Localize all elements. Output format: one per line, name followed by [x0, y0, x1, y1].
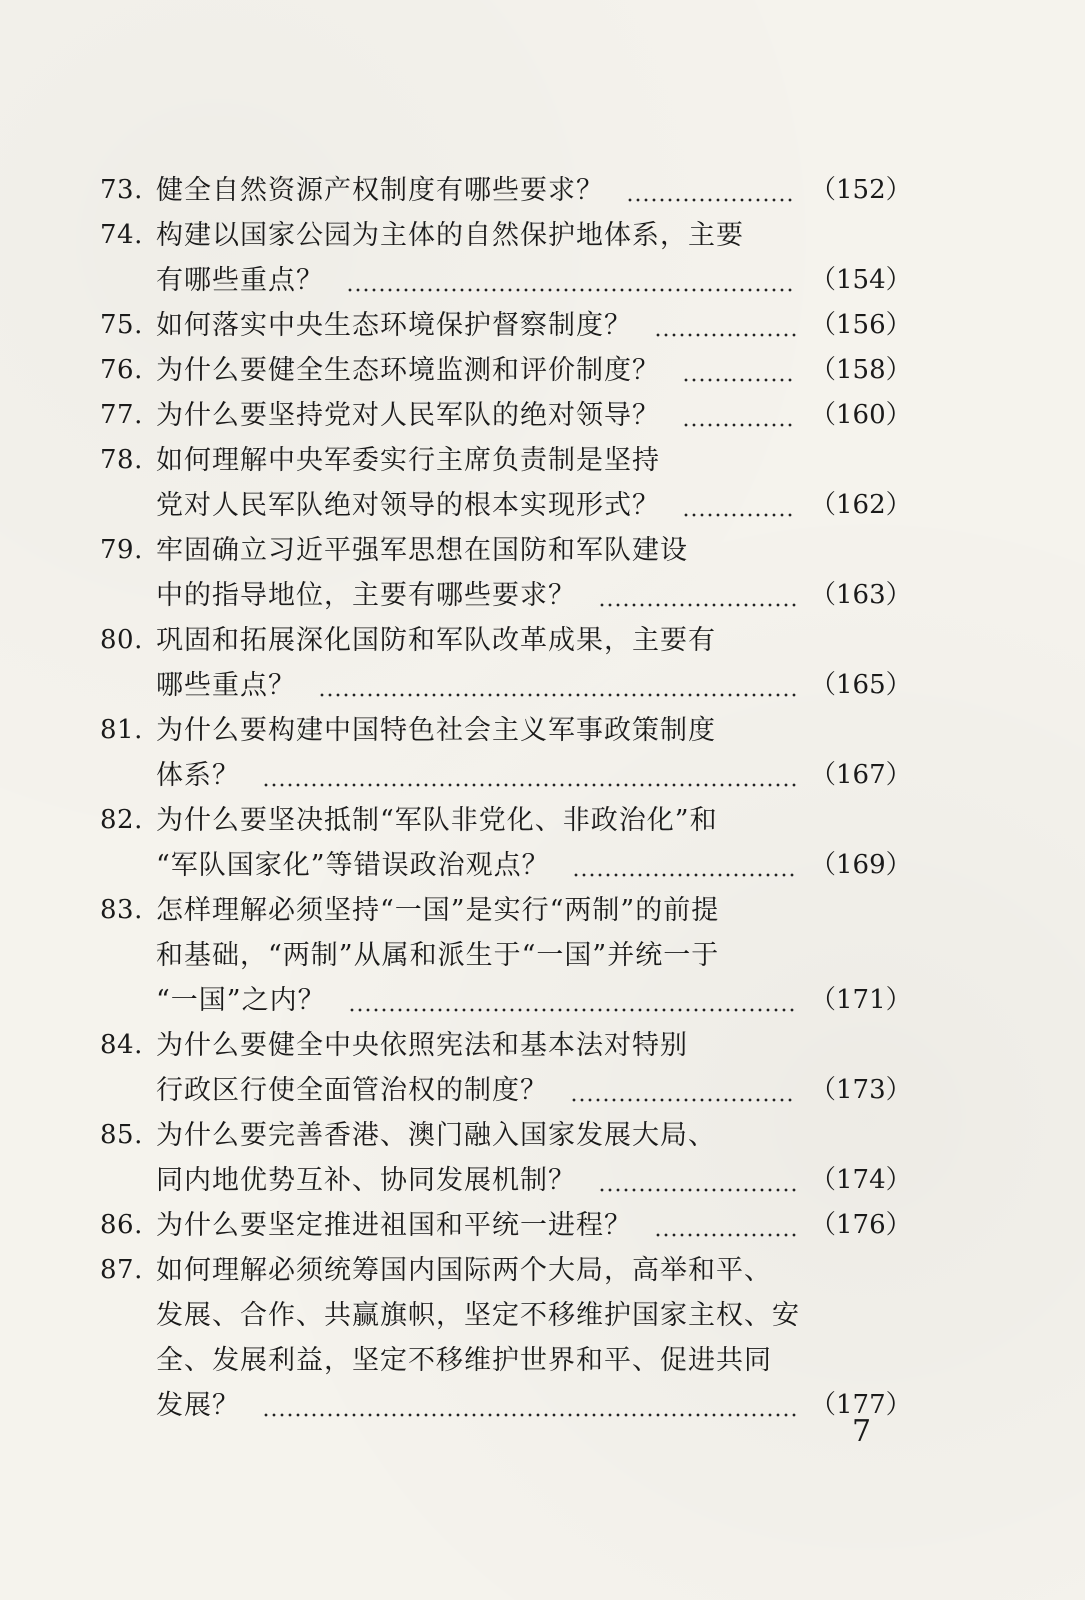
toc-entry [100, 618, 912, 708]
entry-title-line: 为什么要健全生态环境监测和评价制度？ [156, 355, 660, 386]
entry-title-line: 哪些重点？ [156, 670, 296, 701]
dot-leader [654, 303, 796, 348]
entry-title-line: 为什么要健全中央依照宪法和基本法对特别 [156, 1030, 688, 1061]
toc-entry [100, 1248, 912, 1428]
entry-final-line [156, 663, 912, 708]
entry-number: 83. [100, 895, 143, 925]
entry-number: 86. [100, 1210, 143, 1240]
entry-title-line: “一国”之内？ [156, 985, 326, 1016]
dot-leader [654, 1203, 796, 1248]
toc-entry [100, 1113, 912, 1203]
dot-leader [262, 753, 796, 798]
entry-body [156, 1023, 912, 1113]
entry-body [156, 1113, 912, 1203]
entry-body [156, 348, 912, 393]
entry-title-line: 如何理解必须统筹国内国际两个大局，高举和平、 [156, 1255, 772, 1286]
entry-final-line [156, 303, 912, 348]
entry-page-ref: （154） [810, 265, 912, 295]
entry-title-line: 为什么要坚持党对人民军队的绝对领导？ [156, 400, 660, 431]
entry-number: 75. [100, 310, 143, 340]
entry-title-line: 党对人民军队绝对领导的根本实现形式？ [156, 490, 660, 521]
entry-body [156, 618, 912, 708]
entry-title-line: 为什么要构建中国特色社会主义军事政策制度 [156, 715, 716, 746]
entry-page-ref: （165） [810, 670, 912, 700]
toc-entry [100, 1203, 912, 1248]
entry-final-line [156, 483, 912, 528]
entry-final-line [156, 168, 912, 213]
entry-number: 80. [100, 625, 143, 655]
entry-final-line [156, 393, 912, 438]
entry-page-ref: （169） [810, 850, 912, 880]
dot-leader [598, 1158, 796, 1203]
entry-title-line: 如何落实中央生态环境保护督察制度？ [156, 310, 632, 341]
entry-title-line: 如何理解中央军委实行主席负责制是坚持 [156, 445, 660, 476]
entry-final-line [156, 753, 912, 798]
entry-body [156, 1203, 912, 1248]
entry-number: 81. [100, 715, 143, 745]
entry-body [156, 708, 912, 798]
dot-leader [682, 348, 796, 393]
entry-title-line: 发展？ [156, 1390, 240, 1421]
entry-title-line: 同内地优势互补、协同发展机制？ [156, 1165, 576, 1196]
entry-body [156, 213, 912, 303]
dot-leader [598, 573, 796, 618]
entry-body [156, 393, 912, 438]
entry-body [156, 438, 912, 528]
entry-page-ref: （152） [810, 175, 912, 205]
toc-entry [100, 888, 912, 1023]
entry-number: 82. [100, 805, 143, 835]
entry-page-ref: （158） [810, 355, 912, 385]
entry-title-line: “军队国家化”等错误政治观点？ [156, 850, 550, 881]
entry-page-ref: （171） [810, 985, 912, 1015]
entry-title-line: 为什么要坚决抵制“军队非党化、非政治化”和 [156, 805, 718, 836]
entry-number: 73. [100, 175, 143, 205]
entry-title-line: 体系？ [156, 760, 240, 791]
entry-number: 87. [100, 1255, 143, 1285]
entry-body [156, 798, 912, 888]
entry-page-ref: （162） [810, 490, 912, 520]
entry-title-line: 为什么要坚定推进祖国和平统一进程？ [156, 1210, 632, 1241]
page-number: 7 [852, 1414, 872, 1449]
entry-page-ref: （177） [810, 1390, 912, 1420]
entry-final-line [156, 978, 912, 1023]
entry-number: 76. [100, 355, 143, 385]
dot-leader [348, 978, 796, 1023]
entry-body [156, 303, 912, 348]
entry-number: 77. [100, 400, 143, 430]
toc-entry [100, 798, 912, 888]
entry-title-line: 和基础，“两制”从属和派生于“一国”并统一于 [156, 940, 720, 971]
entry-page-ref: （173） [810, 1075, 912, 1105]
entry-final-line [156, 573, 912, 618]
entry-title-line: 为什么要完善香港、澳门融入国家发展大局、 [156, 1120, 716, 1151]
entry-title-line: 巩固和拓展深化国防和军队改革成果，主要有 [156, 625, 716, 656]
dot-leader [318, 663, 796, 708]
entry-title-line: 健全自然资源产权制度有哪些要求？ [156, 175, 604, 206]
dot-leader [262, 1383, 796, 1428]
entry-page-ref: （163） [810, 580, 912, 610]
entry-body [156, 1248, 912, 1428]
entry-final-line [156, 1383, 912, 1428]
entry-number: 74. [100, 220, 143, 250]
entry-number: 79. [100, 535, 143, 565]
toc-entry [100, 348, 912, 393]
entry-number: 78. [100, 445, 143, 475]
toc-entry [100, 303, 912, 348]
entry-page-ref: （160） [810, 400, 912, 430]
entry-page-ref: （174） [810, 1165, 912, 1195]
toc-entry [100, 1023, 912, 1113]
entry-page-ref: （156） [810, 310, 912, 340]
entry-final-line [156, 348, 912, 393]
toc-entry [100, 438, 912, 528]
toc-entry [100, 708, 912, 798]
toc-entry [100, 168, 912, 213]
entry-body [156, 888, 912, 1023]
toc-entry [100, 528, 912, 618]
entry-title-line: 怎样理解必须坚持“一国”是实行“两制”的前提 [156, 895, 720, 926]
entry-title-line: 牢固确立习近平强军思想在国防和军队建设 [156, 535, 688, 566]
table-of-contents [100, 168, 912, 1428]
dot-leader [570, 1068, 796, 1113]
entry-final-line [156, 1158, 912, 1203]
toc-entry [100, 213, 912, 303]
entry-number: 84. [100, 1030, 143, 1060]
entry-body [156, 168, 912, 213]
dot-leader [346, 258, 796, 303]
entry-title-line: 有哪些重点？ [156, 265, 324, 296]
entry-final-line [156, 843, 912, 888]
entry-number: 85. [100, 1120, 143, 1150]
entry-body [156, 528, 912, 618]
entry-page-ref: （167） [810, 760, 912, 790]
entry-title-line: 全、发展利益，坚定不移维护世界和平、促进共同 [156, 1345, 772, 1376]
dot-leader [572, 843, 796, 888]
toc-entry [100, 393, 912, 438]
entry-final-line [156, 1203, 912, 1248]
entry-title-line: 构建以国家公园为主体的自然保护地体系，主要 [156, 220, 744, 251]
entry-title-line: 行政区行使全面管治权的制度？ [156, 1075, 548, 1106]
entry-final-line [156, 1068, 912, 1113]
dot-leader [682, 483, 796, 528]
entry-page-ref: （176） [810, 1210, 912, 1240]
entry-title-line: 中的指导地位，主要有哪些要求？ [156, 580, 576, 611]
dot-leader [626, 168, 796, 213]
entry-title-line: 发展、合作、共赢旗帜，坚定不移维护国家主权、安 [156, 1300, 800, 1331]
entry-final-line [156, 258, 912, 303]
dot-leader [682, 393, 796, 438]
